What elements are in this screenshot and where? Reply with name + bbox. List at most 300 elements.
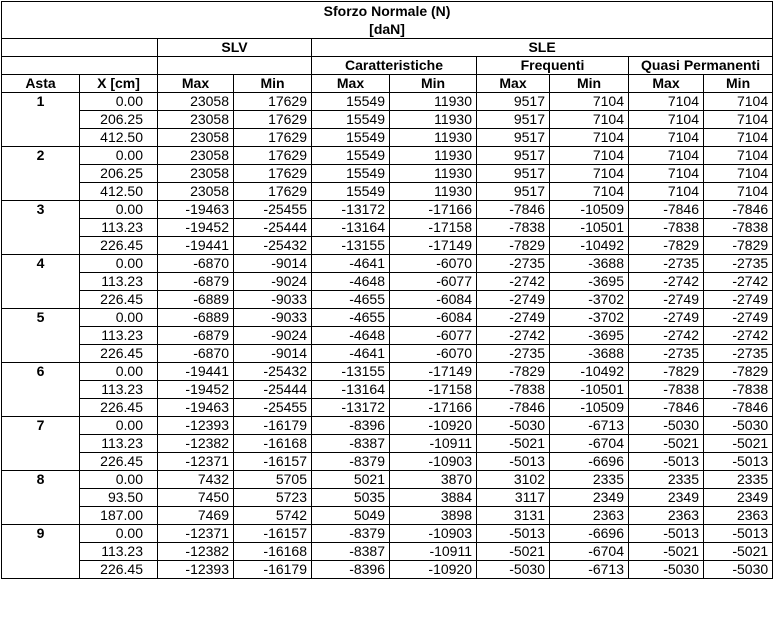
- car-max-cell: -13155: [312, 237, 390, 255]
- qp-min-cell: 2363: [704, 507, 773, 525]
- freq-min-cell: -3688: [550, 255, 629, 273]
- car-min-cell: -6084: [390, 309, 477, 327]
- table-row: [2, 543, 773, 561]
- qp-min-cell: 2335: [704, 471, 773, 489]
- car-max-cell: 15549: [312, 129, 390, 147]
- asta-cell: [2, 381, 80, 399]
- slv-max-cell: -19441: [158, 237, 234, 255]
- freq-max-cell: -7846: [477, 201, 550, 219]
- slv-max-cell: -19441: [158, 363, 234, 381]
- slv-max-cell: -19463: [158, 399, 234, 417]
- slv-max-cell: -12371: [158, 525, 234, 543]
- slv-min-cell: -9014: [234, 255, 312, 273]
- car-max-cell: 15549: [312, 93, 390, 111]
- qp-min-cell: -5013: [704, 453, 773, 471]
- table-row: [2, 291, 773, 309]
- asta-cell: [2, 453, 80, 471]
- x-cell: 0.00: [80, 525, 158, 543]
- qp-max-cell: 7104: [629, 183, 704, 201]
- qp-max-cell: -2735: [629, 255, 704, 273]
- qp-max-cell: -7829: [629, 363, 704, 381]
- car-min-cell: 11930: [390, 111, 477, 129]
- column-header-car-max: Max: [312, 75, 390, 93]
- table-row: [2, 201, 773, 219]
- column-header-slv-min: Min: [234, 75, 312, 93]
- column-header-freq-max: Max: [477, 75, 550, 93]
- table-row: [2, 309, 773, 327]
- table-row: [2, 435, 773, 453]
- freq-min-cell: 7104: [550, 111, 629, 129]
- qp-max-cell: -5030: [629, 561, 704, 579]
- column-header-asta: Asta: [2, 75, 80, 93]
- qp-max-cell: -7829: [629, 237, 704, 255]
- x-cell: 226.45: [80, 561, 158, 579]
- slv-min-cell: 17629: [234, 129, 312, 147]
- freq-min-cell: -6713: [550, 561, 629, 579]
- slv-max-cell: 7432: [158, 471, 234, 489]
- freq-min-cell: 7104: [550, 147, 629, 165]
- slv-max-cell: 7450: [158, 489, 234, 507]
- qp-min-cell: -2735: [704, 255, 773, 273]
- table-container: [1, 1, 773, 579]
- x-cell: 412.50: [80, 183, 158, 201]
- table-row: [2, 237, 773, 255]
- car-min-cell: 11930: [390, 147, 477, 165]
- slv-min-cell: -16179: [234, 417, 312, 435]
- qp-min-cell: -7846: [704, 201, 773, 219]
- asta-cell: [2, 345, 80, 363]
- qp-min-cell: 7104: [704, 165, 773, 183]
- slv-min-cell: -25455: [234, 399, 312, 417]
- slv-min-cell: -25444: [234, 219, 312, 237]
- asta-cell: 1: [2, 93, 80, 111]
- car-min-cell: -6077: [390, 273, 477, 291]
- column-header-qp-max: Max: [629, 75, 704, 93]
- table-row: [2, 363, 773, 381]
- table-row: [2, 489, 773, 507]
- car-max-cell: -8396: [312, 417, 390, 435]
- asta-cell: [2, 219, 80, 237]
- asta-cell: 2: [2, 147, 80, 165]
- car-max-cell: -13164: [312, 381, 390, 399]
- table-row: [2, 525, 773, 543]
- freq-max-cell: -7846: [477, 399, 550, 417]
- freq-min-cell: -3695: [550, 327, 629, 345]
- slv-min-cell: -9024: [234, 273, 312, 291]
- column-header-x: X [cm]: [80, 75, 158, 93]
- table-row: [2, 219, 773, 237]
- x-cell: 113.23: [80, 435, 158, 453]
- freq-max-cell: -2735: [477, 345, 550, 363]
- freq-max-cell: -5030: [477, 417, 550, 435]
- table-row: [2, 453, 773, 471]
- x-cell: 113.23: [80, 543, 158, 561]
- freq-max-cell: -2742: [477, 273, 550, 291]
- freq-max-cell: 9517: [477, 165, 550, 183]
- freq-min-cell: 7104: [550, 165, 629, 183]
- car-max-cell: -13164: [312, 219, 390, 237]
- slv-min-cell: 17629: [234, 111, 312, 129]
- slv-max-cell: 23058: [158, 183, 234, 201]
- slv-max-cell: 23058: [158, 111, 234, 129]
- x-cell: 93.50: [80, 489, 158, 507]
- car-min-cell: 11930: [390, 183, 477, 201]
- slv-min-cell: -9014: [234, 345, 312, 363]
- car-max-cell: -8387: [312, 543, 390, 561]
- freq-min-cell: -10509: [550, 201, 629, 219]
- table-row: [2, 165, 773, 183]
- asta-cell: 3: [2, 201, 80, 219]
- qp-min-cell: -7846: [704, 399, 773, 417]
- car-min-cell: -17166: [390, 201, 477, 219]
- freq-min-cell: 7104: [550, 129, 629, 147]
- freq-max-cell: -5030: [477, 561, 550, 579]
- asta-cell: 5: [2, 309, 80, 327]
- qp-max-cell: -7846: [629, 201, 704, 219]
- car-min-cell: 3884: [390, 489, 477, 507]
- subheader-quasi-permanenti: Quasi Permanenti: [629, 57, 773, 75]
- x-cell: 226.45: [80, 237, 158, 255]
- car-min-cell: -10911: [390, 543, 477, 561]
- car-min-cell: -17166: [390, 399, 477, 417]
- table-row: [2, 345, 773, 363]
- table-row: [2, 93, 773, 111]
- table-row: [2, 327, 773, 345]
- car-min-cell: 3898: [390, 507, 477, 525]
- qp-max-cell: -2749: [629, 309, 704, 327]
- freq-min-cell: 7104: [550, 183, 629, 201]
- asta-cell: [2, 291, 80, 309]
- slv-min-cell: -25444: [234, 381, 312, 399]
- car-max-cell: -4655: [312, 309, 390, 327]
- qp-min-cell: -5030: [704, 561, 773, 579]
- column-header-car-min: Min: [390, 75, 477, 93]
- sforzo-normale-table: [1, 1, 773, 579]
- car-max-cell: -8387: [312, 435, 390, 453]
- freq-max-cell: -5013: [477, 453, 550, 471]
- car-min-cell: -6084: [390, 291, 477, 309]
- qp-max-cell: -5013: [629, 453, 704, 471]
- qp-max-cell: -2749: [629, 291, 704, 309]
- slv-min-cell: 5705: [234, 471, 312, 489]
- car-min-cell: 3870: [390, 471, 477, 489]
- qp-max-cell: 7104: [629, 129, 704, 147]
- asta-cell: 9: [2, 525, 80, 543]
- car-max-cell: 15549: [312, 147, 390, 165]
- slv-min-cell: 17629: [234, 183, 312, 201]
- x-cell: 206.25: [80, 165, 158, 183]
- x-cell: 113.23: [80, 327, 158, 345]
- qp-max-cell: -5013: [629, 525, 704, 543]
- car-min-cell: -10903: [390, 453, 477, 471]
- freq-max-cell: -5013: [477, 525, 550, 543]
- qp-max-cell: 2335: [629, 471, 704, 489]
- slv-min-cell: -16179: [234, 561, 312, 579]
- slv-min-cell: -9033: [234, 291, 312, 309]
- x-cell: 0.00: [80, 93, 158, 111]
- qp-max-cell: -2742: [629, 273, 704, 291]
- slv-max-cell: -6889: [158, 309, 234, 327]
- slv-min-cell: 17629: [234, 165, 312, 183]
- table-row: [2, 183, 773, 201]
- x-cell: 226.45: [80, 345, 158, 363]
- qp-max-cell: 2349: [629, 489, 704, 507]
- car-max-cell: -4648: [312, 327, 390, 345]
- freq-min-cell: 7104: [550, 93, 629, 111]
- asta-cell: [2, 507, 80, 525]
- freq-max-cell: -7838: [477, 381, 550, 399]
- freq-min-cell: 2349: [550, 489, 629, 507]
- qp-max-cell: -7838: [629, 381, 704, 399]
- slv-min-cell: 17629: [234, 147, 312, 165]
- qp-min-cell: -5021: [704, 543, 773, 561]
- car-max-cell: -4641: [312, 255, 390, 273]
- qp-max-cell: -5030: [629, 417, 704, 435]
- car-min-cell: 11930: [390, 129, 477, 147]
- x-cell: 0.00: [80, 363, 158, 381]
- qp-min-cell: 7104: [704, 183, 773, 201]
- slv-max-cell: -12382: [158, 435, 234, 453]
- car-min-cell: -10903: [390, 525, 477, 543]
- x-cell: 113.23: [80, 381, 158, 399]
- subheader-caratteristiche: Caratteristiche: [312, 57, 477, 75]
- qp-max-cell: -2742: [629, 327, 704, 345]
- table-row: [2, 399, 773, 417]
- freq-min-cell: -3702: [550, 309, 629, 327]
- table-row: [2, 471, 773, 489]
- car-min-cell: -17149: [390, 363, 477, 381]
- x-cell: 226.45: [80, 453, 158, 471]
- freq-max-cell: 9517: [477, 147, 550, 165]
- x-cell: 0.00: [80, 417, 158, 435]
- qp-min-cell: -5021: [704, 435, 773, 453]
- car-min-cell: 11930: [390, 165, 477, 183]
- freq-min-cell: -6696: [550, 525, 629, 543]
- qp-min-cell: -2749: [704, 291, 773, 309]
- table-row: [2, 111, 773, 129]
- slv-max-cell: -6879: [158, 327, 234, 345]
- car-min-cell: -6070: [390, 345, 477, 363]
- x-cell: 113.23: [80, 273, 158, 291]
- qp-min-cell: -2742: [704, 273, 773, 291]
- table-row: [2, 507, 773, 525]
- qp-min-cell: -7838: [704, 219, 773, 237]
- car-max-cell: -4655: [312, 291, 390, 309]
- asta-cell: [2, 273, 80, 291]
- freq-min-cell: -10492: [550, 363, 629, 381]
- car-max-cell: -8396: [312, 561, 390, 579]
- qp-max-cell: -2735: [629, 345, 704, 363]
- x-cell: 206.25: [80, 111, 158, 129]
- freq-min-cell: -10509: [550, 399, 629, 417]
- subheader-blank: [2, 57, 158, 75]
- x-cell: 226.45: [80, 291, 158, 309]
- asta-cell: [2, 183, 80, 201]
- freq-min-cell: -10501: [550, 381, 629, 399]
- freq-max-cell: -7838: [477, 219, 550, 237]
- slv-max-cell: 23058: [158, 93, 234, 111]
- car-min-cell: -17158: [390, 381, 477, 399]
- slv-min-cell: 17629: [234, 93, 312, 111]
- asta-cell: [2, 435, 80, 453]
- freq-min-cell: -6713: [550, 417, 629, 435]
- freq-max-cell: -2735: [477, 255, 550, 273]
- slv-max-cell: 23058: [158, 165, 234, 183]
- header-sle: SLE: [312, 39, 773, 57]
- table-row: [2, 381, 773, 399]
- asta-cell: [2, 399, 80, 417]
- qp-max-cell: 7104: [629, 147, 704, 165]
- slv-max-cell: -6889: [158, 291, 234, 309]
- qp-max-cell: -5021: [629, 543, 704, 561]
- freq-min-cell: -3688: [550, 345, 629, 363]
- qp-max-cell: 7104: [629, 93, 704, 111]
- car-max-cell: 5021: [312, 471, 390, 489]
- x-cell: 0.00: [80, 309, 158, 327]
- qp-max-cell: 7104: [629, 165, 704, 183]
- qp-min-cell: -7829: [704, 363, 773, 381]
- slv-min-cell: -25432: [234, 237, 312, 255]
- freq-min-cell: -6696: [550, 453, 629, 471]
- freq-min-cell: 2335: [550, 471, 629, 489]
- table-row: [2, 255, 773, 273]
- freq-max-cell: -7829: [477, 363, 550, 381]
- x-cell: 187.00: [80, 507, 158, 525]
- slv-min-cell: -16168: [234, 543, 312, 561]
- slv-min-cell: 5742: [234, 507, 312, 525]
- slv-max-cell: -12382: [158, 543, 234, 561]
- slv-max-cell: -19452: [158, 219, 234, 237]
- qp-max-cell: -7846: [629, 399, 704, 417]
- column-header-qp-min: Min: [704, 75, 773, 93]
- table-title-line2: [daN]: [369, 21, 405, 37]
- car-max-cell: -13172: [312, 201, 390, 219]
- freq-max-cell: 3102: [477, 471, 550, 489]
- qp-max-cell: 2363: [629, 507, 704, 525]
- slv-max-cell: 7469: [158, 507, 234, 525]
- car-max-cell: 5049: [312, 507, 390, 525]
- asta-cell: 8: [2, 471, 80, 489]
- freq-max-cell: 9517: [477, 129, 550, 147]
- car-max-cell: -4648: [312, 273, 390, 291]
- car-max-cell: -13155: [312, 363, 390, 381]
- freq-max-cell: -2749: [477, 309, 550, 327]
- asta-cell: 6: [2, 363, 80, 381]
- freq-max-cell: 3117: [477, 489, 550, 507]
- car-max-cell: -13172: [312, 399, 390, 417]
- slv-max-cell: 23058: [158, 129, 234, 147]
- car-max-cell: -8379: [312, 525, 390, 543]
- column-header-freq-min: Min: [550, 75, 629, 93]
- car-min-cell: -10920: [390, 561, 477, 579]
- asta-cell: [2, 543, 80, 561]
- qp-min-cell: -7838: [704, 381, 773, 399]
- table-title: [2, 2, 773, 39]
- x-cell: 0.00: [80, 147, 158, 165]
- qp-min-cell: -2749: [704, 309, 773, 327]
- slv-max-cell: -19463: [158, 201, 234, 219]
- car-min-cell: -17149: [390, 237, 477, 255]
- slv-min-cell: 5723: [234, 489, 312, 507]
- slv-min-cell: -25432: [234, 363, 312, 381]
- slv-min-cell: -16157: [234, 525, 312, 543]
- qp-min-cell: 7104: [704, 147, 773, 165]
- qp-min-cell: 2349: [704, 489, 773, 507]
- freq-max-cell: -2749: [477, 291, 550, 309]
- car-max-cell: -8379: [312, 453, 390, 471]
- asta-cell: 7: [2, 417, 80, 435]
- x-cell: 226.45: [80, 399, 158, 417]
- qp-min-cell: -5030: [704, 417, 773, 435]
- asta-cell: [2, 111, 80, 129]
- car-max-cell: 15549: [312, 165, 390, 183]
- qp-min-cell: -5013: [704, 525, 773, 543]
- freq-max-cell: 9517: [477, 183, 550, 201]
- slv-max-cell: -6870: [158, 345, 234, 363]
- table-row: [2, 129, 773, 147]
- qp-min-cell: 7104: [704, 93, 773, 111]
- slv-min-cell: -16157: [234, 453, 312, 471]
- x-cell: 0.00: [80, 201, 158, 219]
- slv-min-cell: -9033: [234, 309, 312, 327]
- x-cell: 0.00: [80, 255, 158, 273]
- header-blank: [2, 39, 158, 57]
- freq-min-cell: -6704: [550, 543, 629, 561]
- x-cell: 412.50: [80, 129, 158, 147]
- freq-min-cell: -10492: [550, 237, 629, 255]
- slv-max-cell: -6870: [158, 255, 234, 273]
- freq-max-cell: 9517: [477, 111, 550, 129]
- x-cell: 0.00: [80, 471, 158, 489]
- qp-min-cell: 7104: [704, 111, 773, 129]
- freq-min-cell: -3702: [550, 291, 629, 309]
- car-min-cell: -6070: [390, 255, 477, 273]
- asta-cell: [2, 237, 80, 255]
- freq-min-cell: -10501: [550, 219, 629, 237]
- slv-min-cell: -9024: [234, 327, 312, 345]
- slv-max-cell: -12393: [158, 561, 234, 579]
- slv-max-cell: -12393: [158, 417, 234, 435]
- table-row: [2, 417, 773, 435]
- qp-max-cell: 7104: [629, 111, 704, 129]
- table-row: [2, 147, 773, 165]
- slv-min-cell: -16168: [234, 435, 312, 453]
- table-title-line1: Sforzo Normale (N): [323, 3, 451, 19]
- asta-cell: [2, 489, 80, 507]
- freq-max-cell: -5021: [477, 543, 550, 561]
- qp-max-cell: -7838: [629, 219, 704, 237]
- freq-min-cell: -6704: [550, 435, 629, 453]
- car-max-cell: 5035: [312, 489, 390, 507]
- subheader-slv-blank: [158, 57, 312, 75]
- table-row: [2, 561, 773, 579]
- header-slv: SLV: [158, 39, 312, 57]
- asta-cell: [2, 327, 80, 345]
- freq-max-cell: 3131: [477, 507, 550, 525]
- qp-min-cell: -2742: [704, 327, 773, 345]
- freq-min-cell: 2363: [550, 507, 629, 525]
- slv-max-cell: 23058: [158, 147, 234, 165]
- slv-min-cell: -25455: [234, 201, 312, 219]
- freq-max-cell: -7829: [477, 237, 550, 255]
- asta-cell: [2, 165, 80, 183]
- freq-max-cell: -2742: [477, 327, 550, 345]
- car-min-cell: 11930: [390, 93, 477, 111]
- freq-min-cell: -3695: [550, 273, 629, 291]
- x-cell: 113.23: [80, 219, 158, 237]
- car-max-cell: 15549: [312, 183, 390, 201]
- car-min-cell: -10911: [390, 435, 477, 453]
